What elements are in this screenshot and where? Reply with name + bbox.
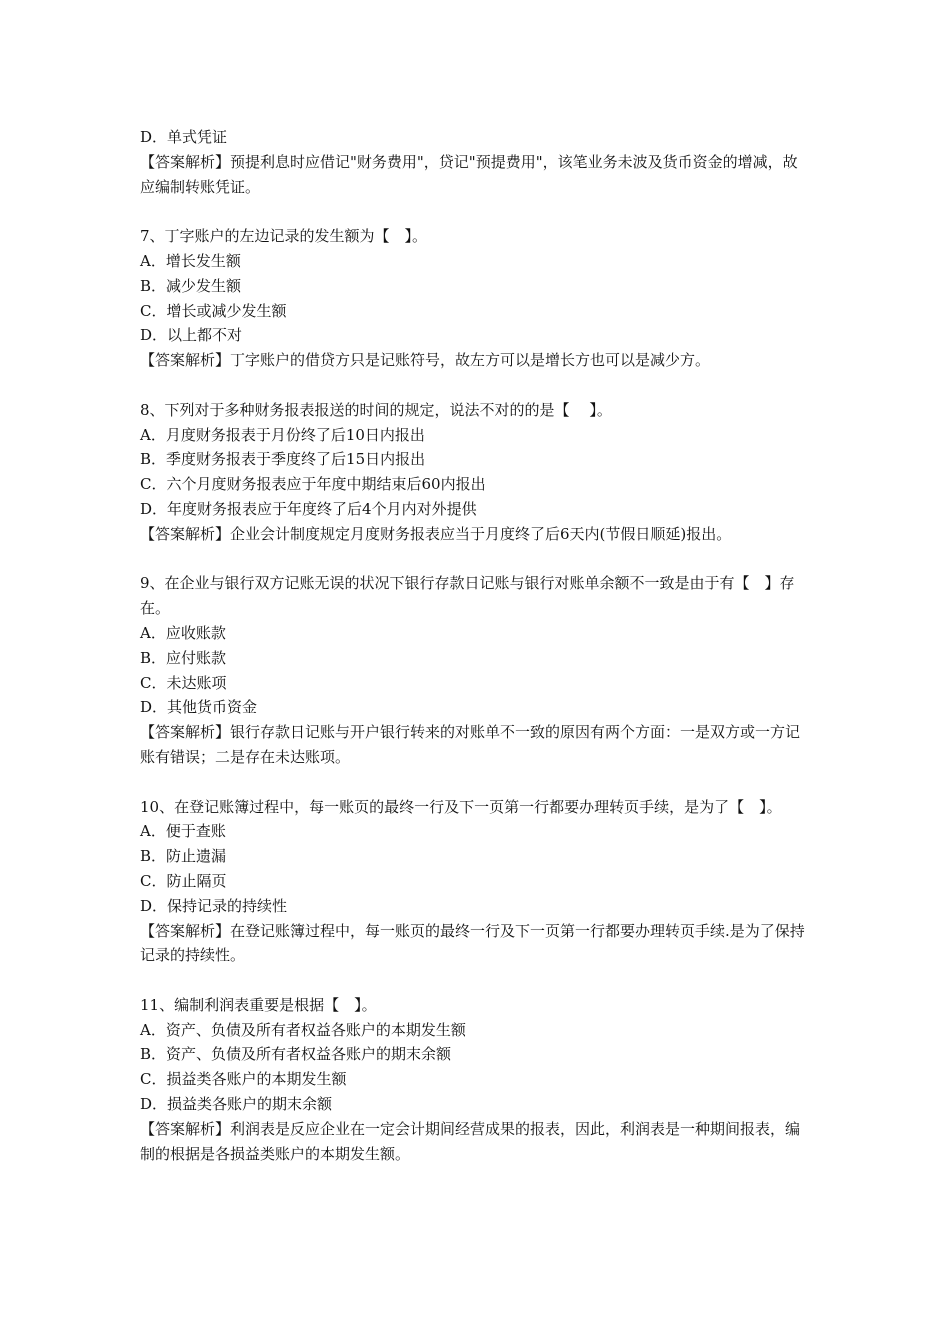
question-stem: 8、下列对于多种财务报表报送的时间的规定，说法不对的的是【 】。	[140, 400, 612, 419]
answer-explanation: 【答案解析】在登记账簿过程中，每一账页的最终一行及下一页第一行都要办理转页手续.是为了保持记录的持续性。	[140, 921, 805, 965]
option-b: B．资产、负债及所有者权益各账户的期末余额	[140, 1045, 452, 1064]
question-stem: 10、在登记账簿过程中，每一账页的最终一行及下一页第一行都要办理转页手续，是为了【 】。	[140, 797, 782, 816]
answer-explanation: 【答案解析】银行存款日记账与开户银行转来的对账单不一致的原因有两个方面：一是双方或一方记账有错误；二是存在未达账项。	[140, 723, 801, 766]
option-c: C．损益类各账户的本期发生额	[140, 1070, 347, 1089]
option-c: C．增长或减少发生额	[140, 301, 287, 320]
option-d: D．单式凭证	[140, 128, 228, 146]
question-10	[140, 795, 812, 969]
option-a: A．增长发生额	[140, 251, 241, 270]
option-b: B．季度财务报表于季度终了后15日内报出	[140, 450, 426, 469]
option-d: D．年度财务报表应于年度终了后4个月内对外提供	[140, 499, 477, 518]
option-d: D．保持记录的持续性	[140, 896, 288, 915]
answer-explanation: 【答案解析】丁字账户的借贷方只是记账符号，故左方可以是增长方也可以是减少方。	[140, 351, 711, 370]
option-a: A．便于查账	[140, 822, 226, 841]
question-11	[140, 993, 812, 1167]
answer-explanation: 【答案解析】企业会计制度规定月度财务报表应当于月度终了后6天内(节假日顺延)报出。	[140, 524, 732, 543]
answer-explanation: 【答案解析】利润表是反应企业在一定会计期间经营成果的报表，因此，利润表是一种期间报表，编制的根据是各损益类账户的本期发生额。	[140, 1119, 801, 1163]
option-c: C．未达账项	[140, 673, 227, 692]
option-a: A．应收账款	[140, 623, 226, 642]
option-d: D．其他货币资金	[140, 698, 258, 717]
option-a: A．资产、负债及所有者权益各账户的本期发生额	[140, 1020, 466, 1039]
document-body	[140, 125, 812, 1191]
question-stem: 11、编制利润表重要是根据【 】。	[140, 995, 377, 1014]
answer-explanation: 【答案解析】预提利息时应借记"财务费用"，贷记"预提费用"，该笔业务未波及货币资金的增减，故应编制转账凭证。	[140, 152, 798, 196]
option-b: B．防止遗漏	[140, 847, 227, 866]
question-9	[140, 571, 812, 769]
option-b: B．减少发生额	[140, 276, 242, 295]
option-a: A．月度财务报表于月份终了后10日内报出	[140, 425, 425, 444]
question-stem: 9、在企业与银行双方记账无误的状况下银行存款日记账与银行对账单余额不一致是由于有【 】存在。	[140, 574, 795, 618]
question-6-tail	[140, 125, 812, 199]
question-7	[140, 224, 812, 373]
option-c: C．六个月度财务报表应于年度中期结束后60内报出	[140, 475, 486, 494]
option-d: D．以上都不对	[140, 326, 243, 345]
question-stem: 7、丁字账户的左边记录的发生额为【 】。	[140, 227, 428, 246]
question-8	[140, 398, 812, 547]
option-c: C．防止隔页	[140, 871, 227, 890]
option-d: D．损益类各账户的期末余额	[140, 1095, 333, 1114]
option-b: B．应付账款	[140, 648, 227, 667]
